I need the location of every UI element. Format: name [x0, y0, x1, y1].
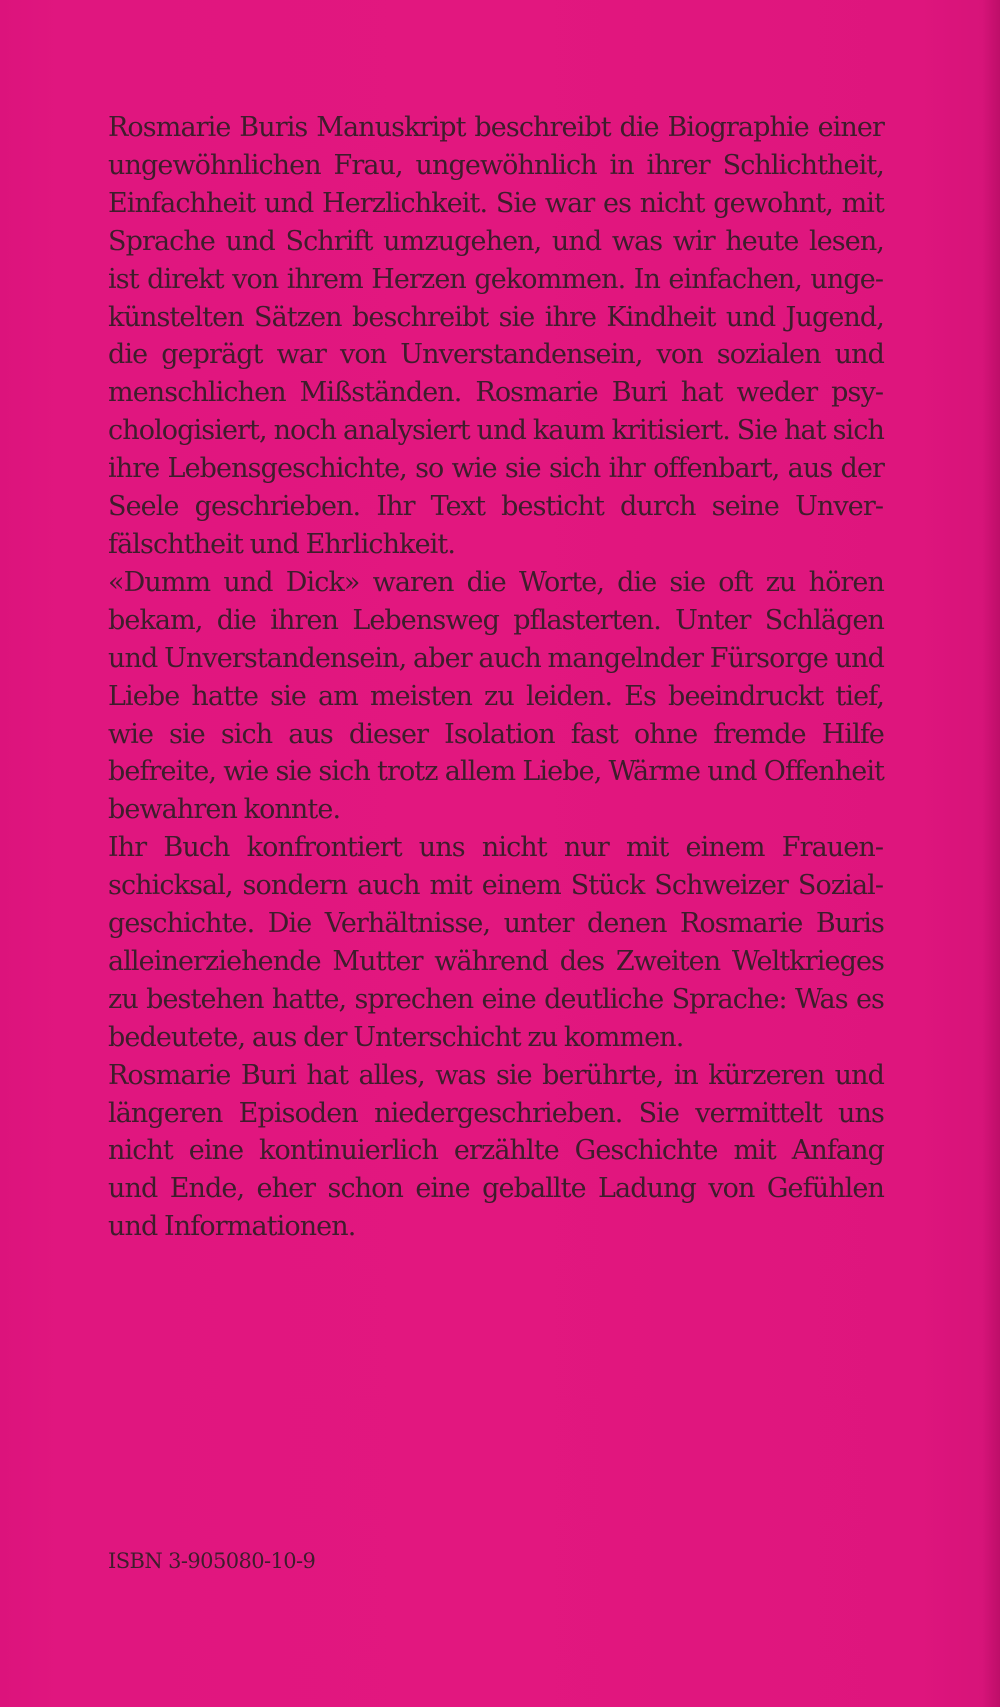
blurb-paragraph-3: Ihr Buch konfrontiert uns nicht nur mit einem Frauenschicksal, sondern auch mit einem Stück Schweizer Sozialgeschichte. Die Verhältnisse, unter denen Rosmarie Buris alleinerziehende Mutter während des Zweiten Weltkrieges zu bestehen hatte, sprechen eine deutliche Sprache: Was es bedeutete, aus der Unterschicht zu kommen.	[108, 832, 884, 1053]
blurb-text	[108, 109, 884, 1246]
blurb-paragraph-4: Rosmarie Buri hat alles, was sie berührte, in kürzeren und längeren Episoden niedergeschrieben. Sie vermittelt uns nicht eine kontinuierlich erzählte Geschichte mit Anfang und Ende, eher schon eine geballte Ladung von Gefühlen und Informationen.	[108, 1059, 884, 1243]
blurb-paragraph-1: Rosmarie Buris Manuskript beschreibt die Biographie einer ungewöhnlichen Frau, ungewöhnlich in ihrer Schlichtheit, Einfachheit und Herzlichkeit. Sie war es nicht gewohnt, mit Sprache und Schrift umzugehen, und was wir heute lesen, ist direkt von ihrem Herzen gekommen. In einfachen, ungekünstelten Sätzen beschreibt sie ihre Kindheit und Jugend, die geprägt war von Unverstandensein, von sozialen und menschlichen Mißständen. Rosmarie Buri hat weder psychologisiert, noch analysiert und kaum kritisiert. Sie hat sich ihre Lebensgeschichte, so wie sie sich ihr offenbart, aus der Seele geschrieben. Ihr Text besticht durch seine Unverfälschtheit und Ehrlichkeit.	[108, 112, 884, 560]
isbn-number: ISBN 3-905080-10-9	[108, 1549, 316, 1573]
cover-edge-shadow	[982, 0, 1000, 1707]
blurb-paragraph-2: «Dumm und Dick» waren die Worte, die sie oft zu hören bekam, die ihren Lebensweg pflasterten. Unter Schlägen und Unverstandensein, aber auch mangelnder Fürsorge und Liebe hatte sie am meisten zu leiden. Es beeindruckt tief, wie sie sich aus dieser Isolation fast ohne fremde Hilfe befreite, wie sie sich trotz allem Liebe, Wärme und Offenheit bewahren konnte.	[108, 566, 884, 826]
